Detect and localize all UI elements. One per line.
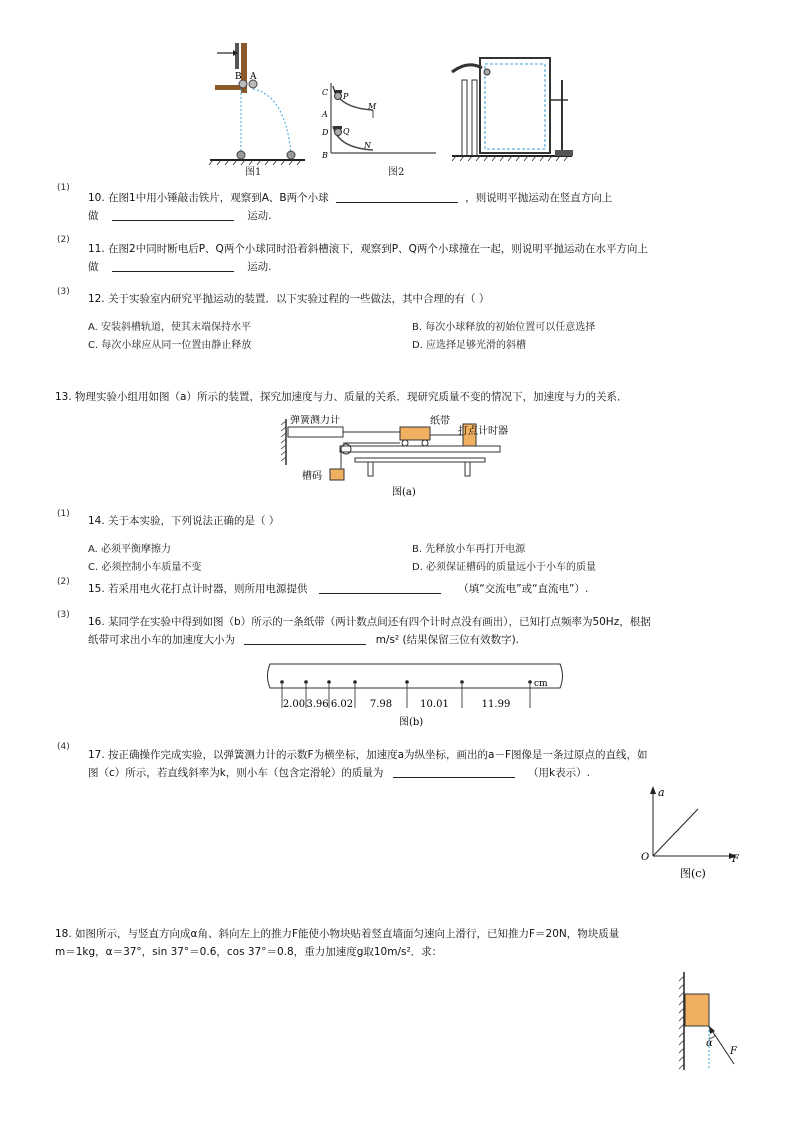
tape-dot-0 (280, 680, 284, 684)
tape-segment-0: 2.00 (282, 699, 306, 710)
fig-a-label-spring: 弹簧测力计 (290, 415, 340, 426)
graph-x-label: F (732, 854, 739, 865)
q11-text-d: 运动. (247, 261, 272, 273)
q12-option-c[interactable]: C. 每次小球应从同一位置由静止释放 (88, 340, 252, 351)
figure-3-apparatus (450, 50, 575, 162)
q17-blank[interactable] (393, 766, 515, 778)
fig-a-label-tape: 纸带 (430, 416, 450, 427)
tape-dot-2 (327, 680, 331, 684)
fig2-label-p: P (343, 92, 349, 101)
q18-text-a: 18. 如图所示，与竖直方向成α角、斜向左上的推力F能使小物块贴着竖直墙面匀速向上滑行，已知推力F＝20N，物块质量 (55, 928, 620, 940)
figure-1 (205, 35, 315, 180)
tape-unit: cm (534, 679, 548, 689)
q15-text-a: 15. 若采用电火花打点计时器，则所用电源提供 (88, 583, 308, 595)
q14-option-b[interactable]: B. 先释放小车再打开电源 (412, 544, 526, 555)
marker-q14: (1) (57, 509, 70, 519)
q15-blank[interactable] (319, 582, 441, 594)
q10-line1 (88, 191, 612, 205)
q16-text-c: m/s² (结果保留三位有效数字). (375, 634, 520, 646)
q12-option-d[interactable]: D. 应选择足够光滑的斜槽 (412, 340, 527, 351)
q12-option-b[interactable]: B. 每次小球释放的初始位置可以任意选择 (412, 322, 596, 333)
fig2-label-d: D (322, 128, 329, 137)
marker-q16: (3) (57, 610, 70, 620)
fig2-label-n: N (364, 141, 371, 150)
fig-b-caption: 图(b) (399, 717, 424, 728)
q17-text-c: （用k表示）. (528, 767, 590, 779)
q10-blank-1[interactable] (336, 191, 458, 203)
fig-a-caption: 图(a) (392, 487, 416, 498)
fig2-label-a: A (322, 110, 328, 119)
q13-text: 13. 物理实验小组用如图（a）所示的装置，探究加速度与力、质量的关系．现研究质量不变的情况下，加速度与力的关系． (55, 391, 628, 403)
fig-18-alpha: α (706, 1038, 713, 1049)
fig-a-label-weight: 槽码 (302, 471, 322, 482)
q10-text-d: 运动. (247, 210, 272, 222)
graph-origin: O (641, 852, 650, 863)
fig2-label-c: C (322, 88, 329, 97)
fig2-label-m: M (368, 102, 377, 111)
figure-2 (318, 78, 443, 163)
q10-line2 (88, 209, 272, 223)
tape-dot-4 (405, 680, 409, 684)
q11-line2 (88, 260, 272, 274)
tape-segment-5: 11.99 (481, 699, 511, 710)
fig-18-force: F (730, 1046, 737, 1057)
figure-18-block (670, 968, 750, 1073)
figure-b-tape (262, 660, 567, 732)
q16-blank[interactable] (244, 633, 366, 645)
q17-text-a: 17. 按正确操作完成实验，以弹簧测力计的示数F为横坐标，加速度a为纵坐标，画出的a－F图像是一条过原点的直线，如 (88, 749, 648, 761)
marker-q10: (1) (57, 183, 70, 193)
tape-dot-6 (528, 680, 532, 684)
q12-option-a[interactable]: A. 安装斜槽轨道，使其末端保持水平 (88, 322, 252, 333)
marker-q12: (3) (57, 287, 70, 297)
figure-a-apparatus (280, 415, 510, 500)
q11-text-a: 11. 在图2中同时断电后P、Q两个小球同时沿着斜槽滚下，观察到P、Q两个小球撞在一起，则说明平抛运动在水平方向上 (88, 243, 648, 255)
tape-dot-1 (304, 680, 308, 684)
q18-text-b: m＝1kg，α＝37°，sin 37°＝0.6，cos 37°＝0.8，重力加速度g取10m/s²．求： (55, 946, 443, 958)
q11-blank[interactable] (112, 260, 234, 272)
q10-text-b: ，则说明平抛运动在竖直方向上 (465, 192, 613, 204)
tape-segment-4: 10.01 (420, 699, 449, 710)
fig2-label-q: Q (343, 127, 350, 136)
marker-q11: (2) (57, 235, 70, 245)
fig1-label-b: B (235, 72, 242, 82)
q17-text-b: 图（c）所示，若直线斜率为k，则小车（包含定滑轮）的质量为 (88, 767, 384, 779)
q16-text-a: 16. 某同学在实验中得到如图（b）所示的一条纸带（两计数点间还有四个计时点没有画出），已知打点频率为50Hz，根据 (88, 616, 651, 628)
q14-option-d[interactable]: D. 必须保证槽码的质量远小于小车的质量 (412, 562, 597, 573)
tape-ticks (280, 680, 532, 710)
q14-option-c[interactable]: C. 必须控制小车质量不变 (88, 562, 202, 573)
q17-line2 (88, 766, 590, 780)
fig-c-caption: 图(c) (680, 867, 706, 880)
tape-dot-3 (353, 680, 357, 684)
q14-text: 14. 关于本实验，下列说法正确的是（ ） (88, 515, 280, 527)
q16-text-b: 纸带可求出小车的加速度大小为 (88, 634, 235, 646)
fig1-label-a: A (250, 72, 257, 82)
q10-text-c: 做 (88, 210, 99, 222)
figure-c-graph (636, 784, 746, 884)
q12-text: 12. 关于实验室内研究平抛运动的装置．以下实验过程的一些做法，其中合理的有（ ） (88, 293, 490, 305)
q10-blank-2[interactable] (112, 209, 234, 221)
fig2-label-b: B (322, 151, 328, 160)
q11-text-c: 做 (88, 261, 99, 273)
q15-text-b: （填“交流电”或“直流电”）. (458, 583, 589, 595)
q14-option-a[interactable]: A. 必须平衡摩擦力 (88, 544, 172, 555)
tape-segment-3: 7.98 (369, 699, 393, 710)
tape-segment-1: 3.96 (306, 699, 329, 710)
fig-a-label-timer: 打点计时器 (458, 426, 508, 437)
q16-line2 (88, 633, 519, 647)
graph-y-label: a (658, 786, 665, 799)
q10-text-a: 10. 在图1中用小锤敲击铁片，观察到A、B两个小球 (88, 192, 329, 204)
marker-q15: (2) (57, 577, 70, 587)
tape-segment-2: 6.02 (330, 699, 354, 710)
fig2-caption: 图2 (388, 167, 405, 178)
q15-line (88, 582, 588, 596)
fig1-caption: 图1 (245, 167, 262, 178)
tape-dot-5 (460, 680, 464, 684)
marker-q17: (4) (57, 742, 70, 752)
